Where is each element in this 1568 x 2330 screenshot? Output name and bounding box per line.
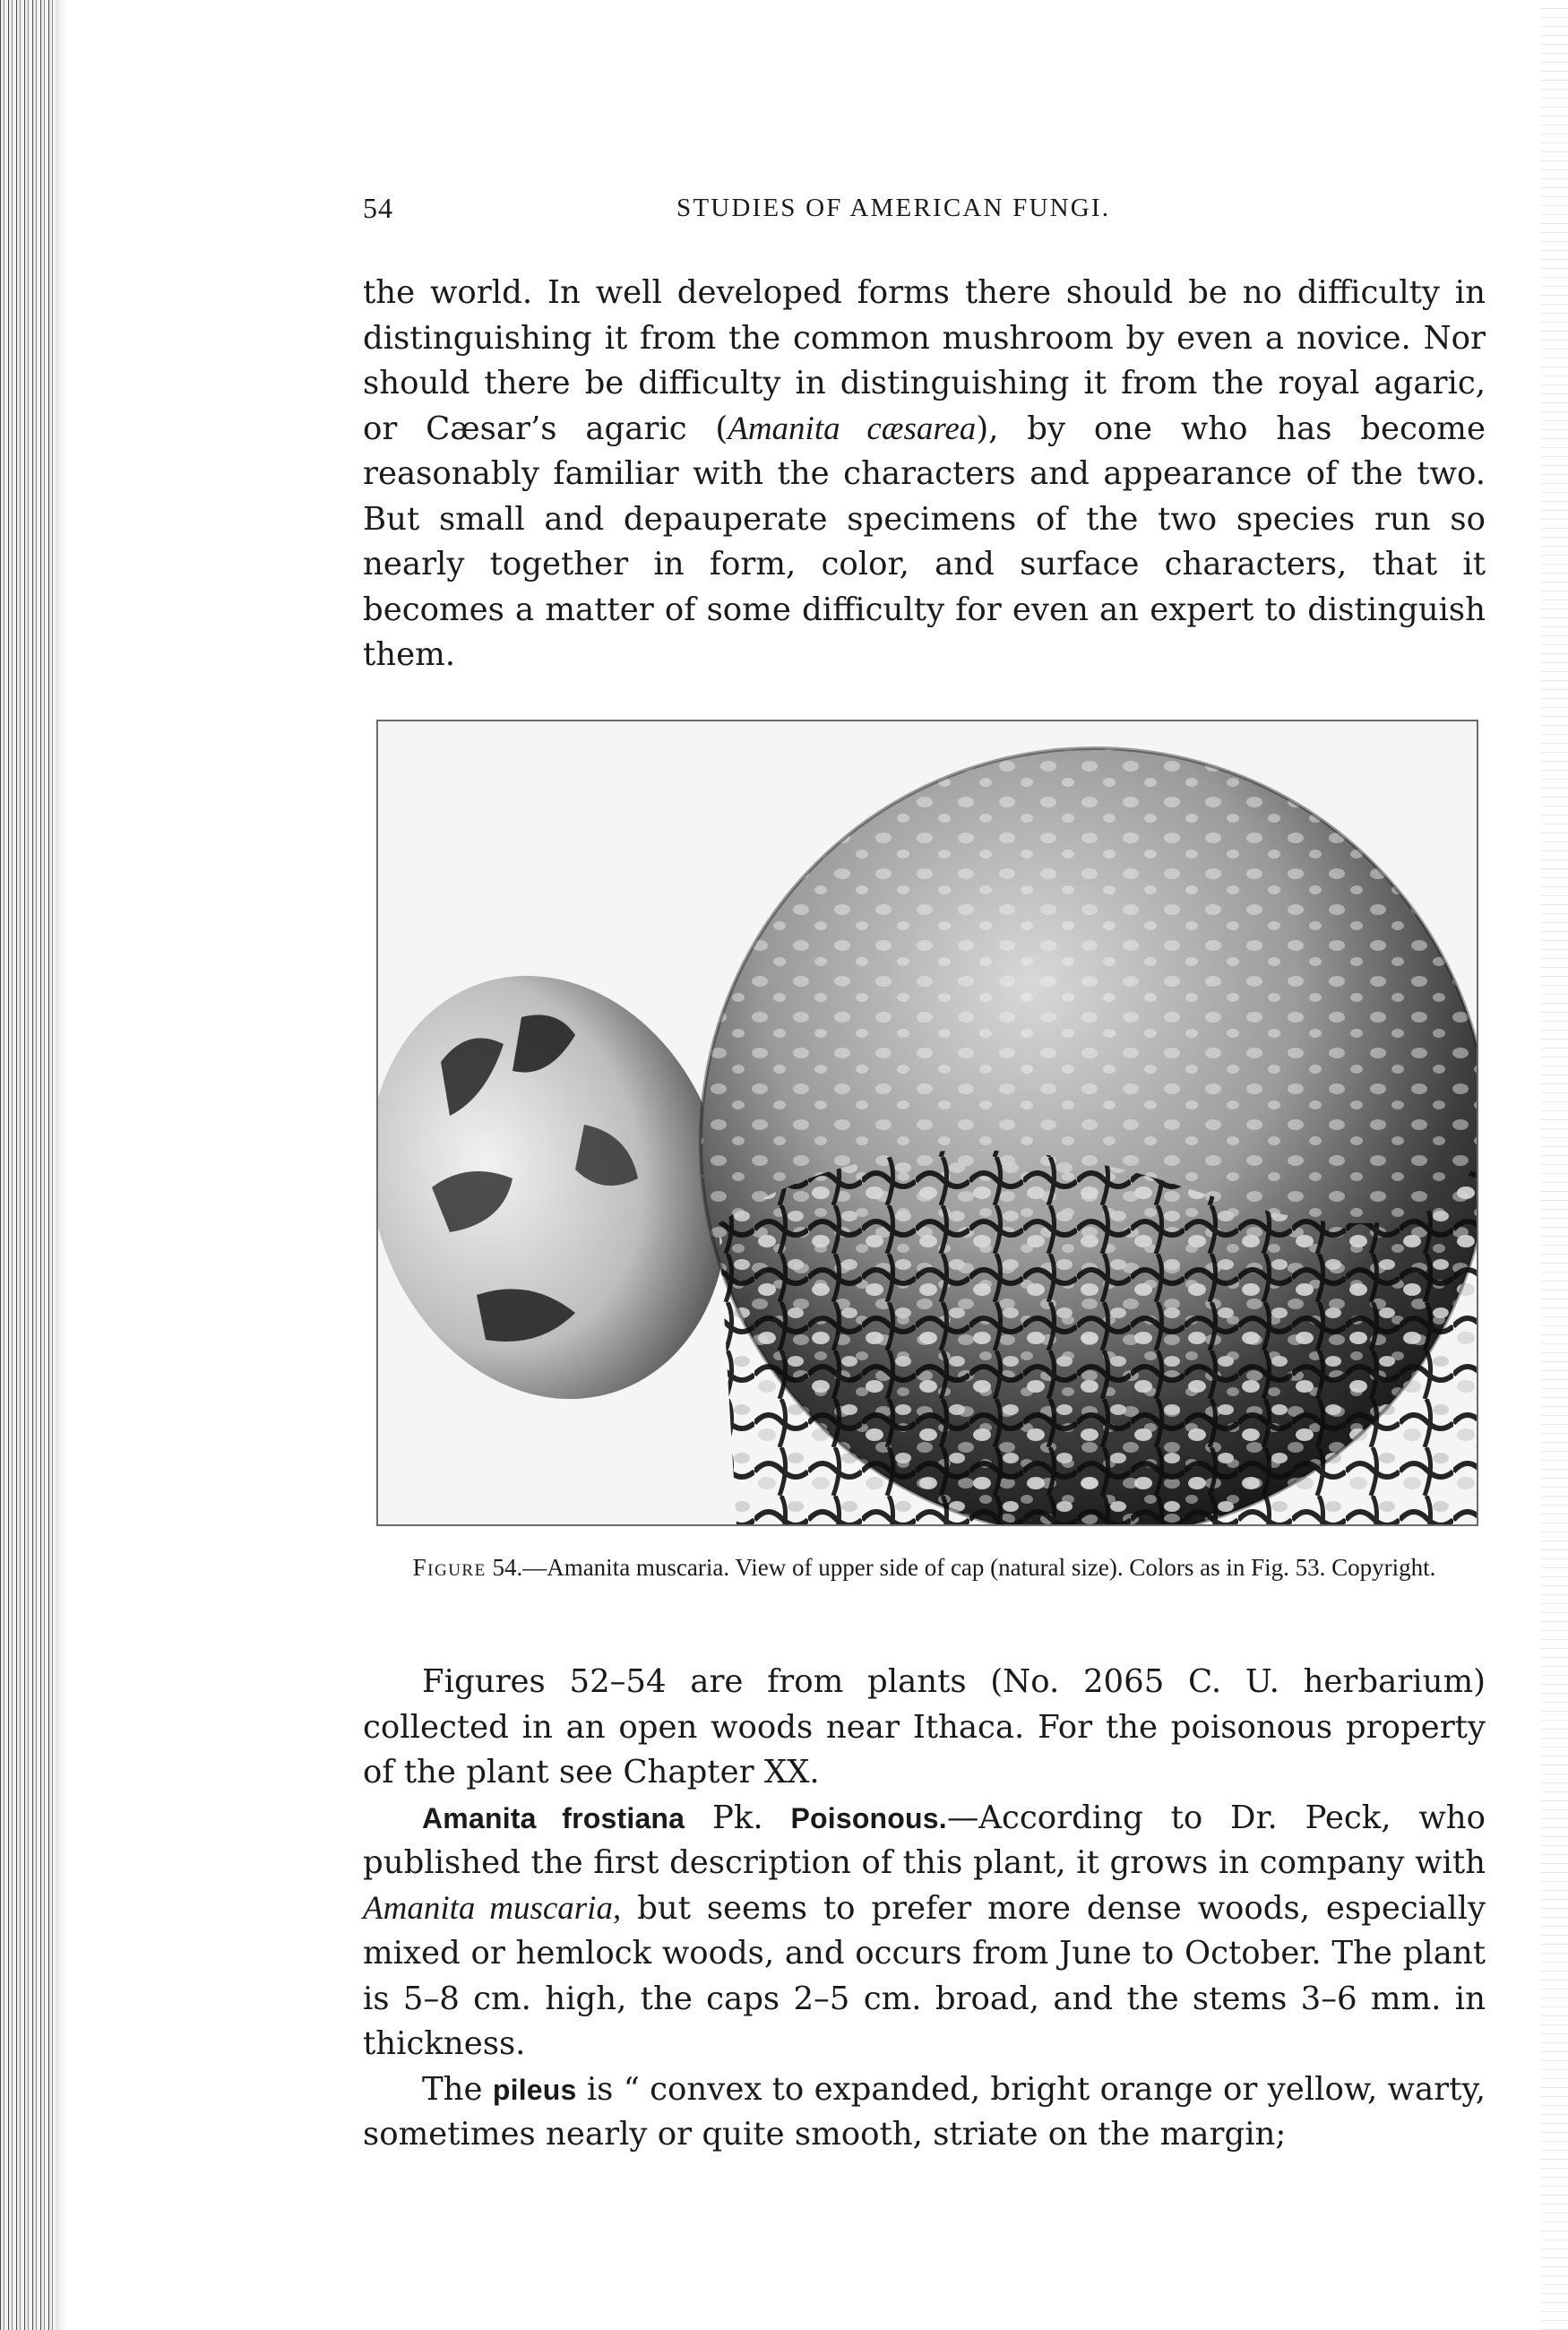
figure-caption (363, 1553, 1486, 1583)
mushroom-illustration (378, 721, 1477, 1524)
large-mushroom-cap (701, 748, 1477, 1524)
figure-caption-text: —Amanita muscaria. View of upper side of cap (natural size). Colors as in Fig. 53. Copyright. (522, 1554, 1436, 1581)
species-heading: Amanita frostiana (422, 1801, 685, 1834)
page-edge-right (1541, 0, 1568, 2330)
species-name-italic: Amanita cæsarea (728, 410, 977, 447)
pileus-term: pileus (492, 2073, 577, 2106)
book-binding-edge (0, 0, 56, 2330)
poisonous-label: Poisonous. (790, 1801, 947, 1834)
running-head (363, 192, 1486, 228)
paragraph-pileus: The pileus is “ convex to expanded, bright orange or yellow, warty, sometimes nearly or quite smooth, striate on the margin; (363, 2070, 1486, 2153)
paragraph-amanita-frostiana: Amanita frostiana Pk. Poisonous.—According to Dr. Peck, who published the first description of this plant, it grows in company with Amanita muscaria, but seems to prefer more dense woods, especially mixed or hemlock woods, and occurs from June to October. The plant is 5–8 cm. high, the caps 2–5 cm. broad, and the stems 3–6 mm. in thickness. (363, 1799, 1486, 2062)
paragraph-continuation: the world. In well developed forms there should be no difficulty in distinguishing it from the common mushroom by even a novice. Nor should there be difficulty in distinguishing it from the royal agaric, or Cæsar’s agaric (Amanita cæsarea), by one who has become reasonably familiar with the characters and appearance of the two. But small and depauperate specimens of the two species run so nearly together in form, color, and surface characters, that it becomes a matter of some difficulty for even an expert to distinguish them. (363, 274, 1486, 673)
body-text-bottom (363, 1660, 1486, 2158)
body-text-top (363, 271, 1486, 678)
paragraph-figures-note: Figures 52–54 are from plants (No. 2065 C. U. herbarium) collected in an open woods near Ithaca. For the poisonous property of the plant see Chapter XX. (363, 1663, 1486, 1791)
figure-label: Figure (412, 1554, 487, 1581)
figure-54-photograph (376, 720, 1478, 1526)
species-name-italic: Amanita muscaria, (363, 1889, 622, 1927)
page-number: 54 (363, 192, 393, 224)
figure-number: 54. (492, 1554, 523, 1581)
running-title: STUDIES OF AMERICAN FUNGI. (676, 194, 1111, 222)
